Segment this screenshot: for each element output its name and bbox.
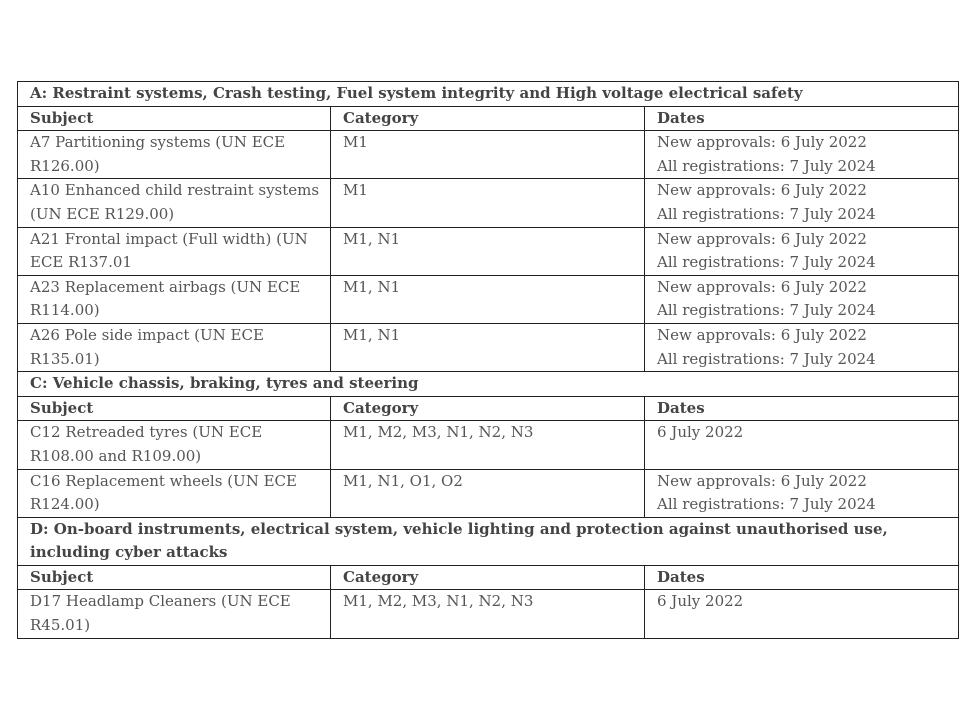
column-header-subject: Subject bbox=[18, 106, 331, 131]
date-line: All registrations: 7 July 2024 bbox=[657, 495, 876, 514]
table-row bbox=[18, 227, 959, 275]
table-row bbox=[18, 421, 959, 469]
date-line: New approvals: 6 July 2022 bbox=[657, 277, 867, 296]
subject-cell: A7 Partitioning systems (UN ECE R126.00) bbox=[18, 131, 331, 179]
column-header-subject: Subject bbox=[18, 396, 331, 421]
table-row bbox=[18, 179, 959, 227]
subject-cell: C16 Replacement wheels (UN ECE R124.00) bbox=[18, 469, 331, 517]
regulations-table bbox=[17, 81, 959, 639]
table-row bbox=[18, 131, 959, 179]
category-cell: M1 bbox=[331, 131, 645, 179]
section-header-row bbox=[18, 82, 959, 107]
column-header-row bbox=[18, 565, 959, 590]
category-cell: M1, N1 bbox=[331, 323, 645, 371]
table-row bbox=[18, 469, 959, 517]
date-line: New approvals: 6 July 2022 bbox=[657, 229, 867, 248]
date-line: 6 July 2022 bbox=[657, 423, 744, 442]
category-cell: M1, N1 bbox=[331, 275, 645, 323]
section-title: C: Vehicle chassis, braking, tyres and steering bbox=[18, 372, 959, 397]
section-title: D: On-board instruments, electrical system, vehicle lighting and protection against unauthorised use, including cyber attacks bbox=[18, 517, 959, 565]
dates-cell bbox=[645, 590, 959, 638]
section-header-row bbox=[18, 372, 959, 397]
subject-cell: C12 Retreaded tyres (UN ECE R108.00 and R109.00) bbox=[18, 421, 331, 469]
section-header-row bbox=[18, 517, 959, 565]
date-line: All registrations: 7 July 2024 bbox=[657, 156, 876, 175]
column-header-row bbox=[18, 106, 959, 131]
date-line: All registrations: 7 July 2024 bbox=[657, 204, 876, 223]
dates-cell bbox=[645, 227, 959, 275]
date-line: All registrations: 7 July 2024 bbox=[657, 301, 876, 320]
column-header-row bbox=[18, 396, 959, 421]
date-line: New approvals: 6 July 2022 bbox=[657, 471, 867, 490]
subject-cell: A23 Replacement airbags (UN ECE R114.00) bbox=[18, 275, 331, 323]
dates-cell bbox=[645, 421, 959, 469]
dates-cell bbox=[645, 323, 959, 371]
dates-cell bbox=[645, 275, 959, 323]
category-cell: M1, N1, O1, O2 bbox=[331, 469, 645, 517]
date-line: 6 July 2022 bbox=[657, 592, 744, 611]
dates-cell bbox=[645, 131, 959, 179]
table-row bbox=[18, 590, 959, 638]
subject-cell: D17 Headlamp Cleaners (UN ECE R45.01) bbox=[18, 590, 331, 638]
section-title: A: Restraint systems, Crash testing, Fuel system integrity and High voltage electrical safety bbox=[18, 82, 959, 107]
column-header-category: Category bbox=[331, 396, 645, 421]
category-cell: M1, N1 bbox=[331, 227, 645, 275]
category-cell: M1 bbox=[331, 179, 645, 227]
subject-cell: A10 Enhanced child restraint systems (UN ECE R129.00) bbox=[18, 179, 331, 227]
column-header-category: Category bbox=[331, 565, 645, 590]
category-cell: M1, M2, M3, N1, N2, N3 bbox=[331, 421, 645, 469]
date-line: New approvals: 6 July 2022 bbox=[657, 133, 867, 152]
date-line: All registrations: 7 July 2024 bbox=[657, 349, 876, 368]
column-header-dates: Dates bbox=[645, 396, 959, 421]
column-header-subject: Subject bbox=[18, 565, 331, 590]
dates-cell bbox=[645, 179, 959, 227]
table-row bbox=[18, 323, 959, 371]
subject-cell: A26 Pole side impact (UN ECE R135.01) bbox=[18, 323, 331, 371]
subject-cell: A21 Frontal impact (Full width) (UN ECE R137.01 bbox=[18, 227, 331, 275]
dates-cell bbox=[645, 469, 959, 517]
date-line: New approvals: 6 July 2022 bbox=[657, 325, 867, 344]
column-header-dates: Dates bbox=[645, 565, 959, 590]
table-row bbox=[18, 275, 959, 323]
category-cell: M1, M2, M3, N1, N2, N3 bbox=[331, 590, 645, 638]
column-header-dates: Dates bbox=[645, 106, 959, 131]
column-header-category: Category bbox=[331, 106, 645, 131]
date-line: All registrations: 7 July 2024 bbox=[657, 253, 876, 272]
date-line: New approvals: 6 July 2022 bbox=[657, 181, 867, 200]
